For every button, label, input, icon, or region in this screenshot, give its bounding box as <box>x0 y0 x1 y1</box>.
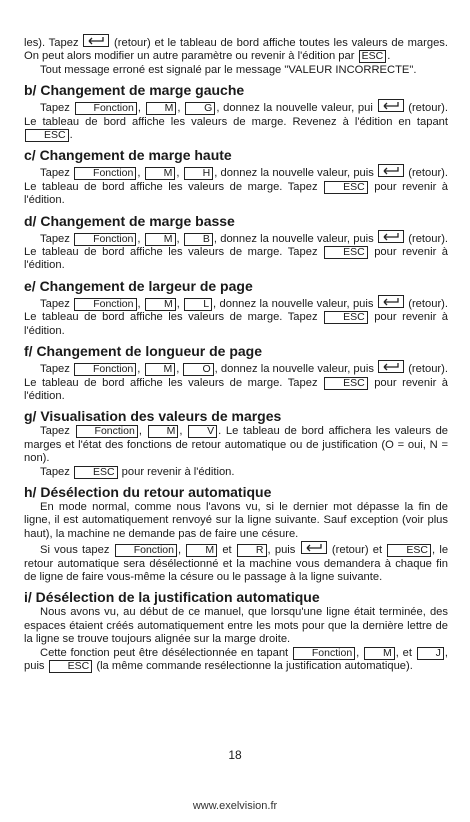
section-h-text: Si vous tapez Fonction , M et R , puis (retour) et ESC , le retour automatique sera désélectionné et la machine vous demandera à chaque fin de ligne de faire vous-même la césure ou le passage à la ligne suivante. <box>24 541 448 584</box>
section-e-title: e/ Changement de largeur de page <box>24 277 253 294</box>
section-h-paragraph: En mode normal, comme nous l'avons vu, si le dernier mot dépasse la fin de ligne, il est automatiquement renvoyé sur la ligne suivante. Sauf exception (voir plus haut), la machine ne demande pas de faire une césure. <box>24 500 448 540</box>
b-key: B <box>184 233 213 246</box>
return-key-icon <box>378 230 404 243</box>
footer-url: www.exelvision.fr <box>192 800 278 812</box>
manual-page <box>24 34 448 673</box>
m-key: M <box>186 544 217 557</box>
esc-key: ESC <box>359 50 387 63</box>
fonction-key: Fonction <box>74 233 136 246</box>
section-d-text: Tapez Fonction , M , B , donnez la nouvelle valeur, puis (retour). Le tableau de bord affiche les valeurs de marge. Tapez ESC pour revenir à l'édition. <box>24 230 448 273</box>
section-g-esc-text: Tapez ESC pour revenir à l'édition. <box>40 465 235 478</box>
section-c-text: Tapez Fonction , M , H , donnez la nouvelle valeur, puis (retour). Le tableau de bord affiche les valeurs de marge. Tapez ESC pour revenir à l'édition. <box>24 164 448 207</box>
intro-paragraph: les). Tapez (retour) et le tableau de bord affiche toutes les valeurs de marges. On peut alors modifier un autre paramètre ou revenir à l'édition par ESC . <box>24 34 448 64</box>
fonction-key: Fonction <box>293 647 355 660</box>
fonction-key: Fonction <box>76 425 138 438</box>
section-f-text: Tapez Fonction , M , O , donnez la nouvelle valeur, puis (retour). Le tableau de bord affiche les valeurs de marge. Tapez ESC pour revenir à l'édition. <box>24 360 448 403</box>
v-key: V <box>188 425 217 438</box>
m-key: M <box>148 425 179 438</box>
j-key: J <box>417 647 444 660</box>
return-key-icon <box>378 99 404 112</box>
esc-key: ESC <box>49 660 93 673</box>
return-key-icon <box>378 164 404 177</box>
fonction-key: Fonction <box>74 167 136 180</box>
section-d-title: d/ Changement de marge basse <box>24 212 235 229</box>
m-key: M <box>145 233 176 246</box>
section-b-text: Tapez Fonction , M , G , donnez la nouvelle valeur, pui (retour). Le tableau de bord affiche les valeurs de marge. Revenez à l'édition en tapant ESC . <box>24 99 448 142</box>
m-key: M <box>364 647 395 660</box>
return-key-icon <box>378 295 404 308</box>
section-c-title: c/ Changement de marge haute <box>24 147 232 164</box>
error-paragraph: Tout message erroné est signalé par le message "VALEUR INCORRECTE". <box>40 63 417 76</box>
esc-key: ESC <box>324 311 368 324</box>
fonction-key: Fonction <box>74 363 136 376</box>
return-key-icon <box>301 541 327 554</box>
section-h-title: h/ Désélection du retour automatique <box>24 483 272 500</box>
fonction-key: Fonction <box>75 102 137 115</box>
section-g-text: Tapez Fonction , M , V . Le tableau de bord affichera les valeurs de marges et l'état des fonctions de retour automatique ou de justification (O = oui, N = non). <box>24 425 449 465</box>
section-b-title: b/ Changement de marge gauche <box>24 82 245 99</box>
m-key: M <box>145 298 176 311</box>
l-key: L <box>184 298 212 311</box>
esc-key: ESC <box>324 246 368 259</box>
section-i-paragraph: Nous avons vu, au début de ce manuel, que lorsqu'une ligne était terminée, des espaces étaient créés automatiquement entre les mots pour que la dernière lettre de la ligne se trouve toujours alignée sur la marge droite. <box>24 606 448 646</box>
esc-key: ESC <box>324 377 368 390</box>
m-key: M <box>145 167 176 180</box>
return-key-icon <box>378 360 404 373</box>
section-g-title: g/ Visualisation des valeurs de marges <box>24 408 282 425</box>
return-key-icon <box>83 34 109 47</box>
section-f-title: f/ Changement de longueur de page <box>24 343 263 360</box>
section-i-text: Cette fonction peut être désélectionnée en tapant Fonction , M , et J , puis ESC (la même commande resélectionne la justification automatique). <box>24 646 449 672</box>
r-key: R <box>237 544 267 557</box>
g-key: G <box>185 102 215 115</box>
esc-key: ESC <box>324 181 368 194</box>
fonction-key: Fonction <box>115 544 177 557</box>
m-key: M <box>145 363 176 376</box>
o-key: O <box>183 363 213 376</box>
page-number: 18 <box>228 748 242 762</box>
esc-key: ESC <box>387 544 431 557</box>
m-key: M <box>146 102 177 115</box>
esc-key: ESC <box>74 466 118 479</box>
h-key: H <box>184 167 214 180</box>
section-e-text: Tapez Fonction , M , L , donnez la nouvelle valeur, puis (retour). Le tableau de bord affiche les valeurs de marge. Tapez ESC pour revenir à l'édition. <box>24 295 448 338</box>
section-i-title: i/ Désélection de la justification automatique <box>24 589 320 606</box>
fonction-key: Fonction <box>74 298 136 311</box>
esc-key: ESC <box>25 129 69 142</box>
